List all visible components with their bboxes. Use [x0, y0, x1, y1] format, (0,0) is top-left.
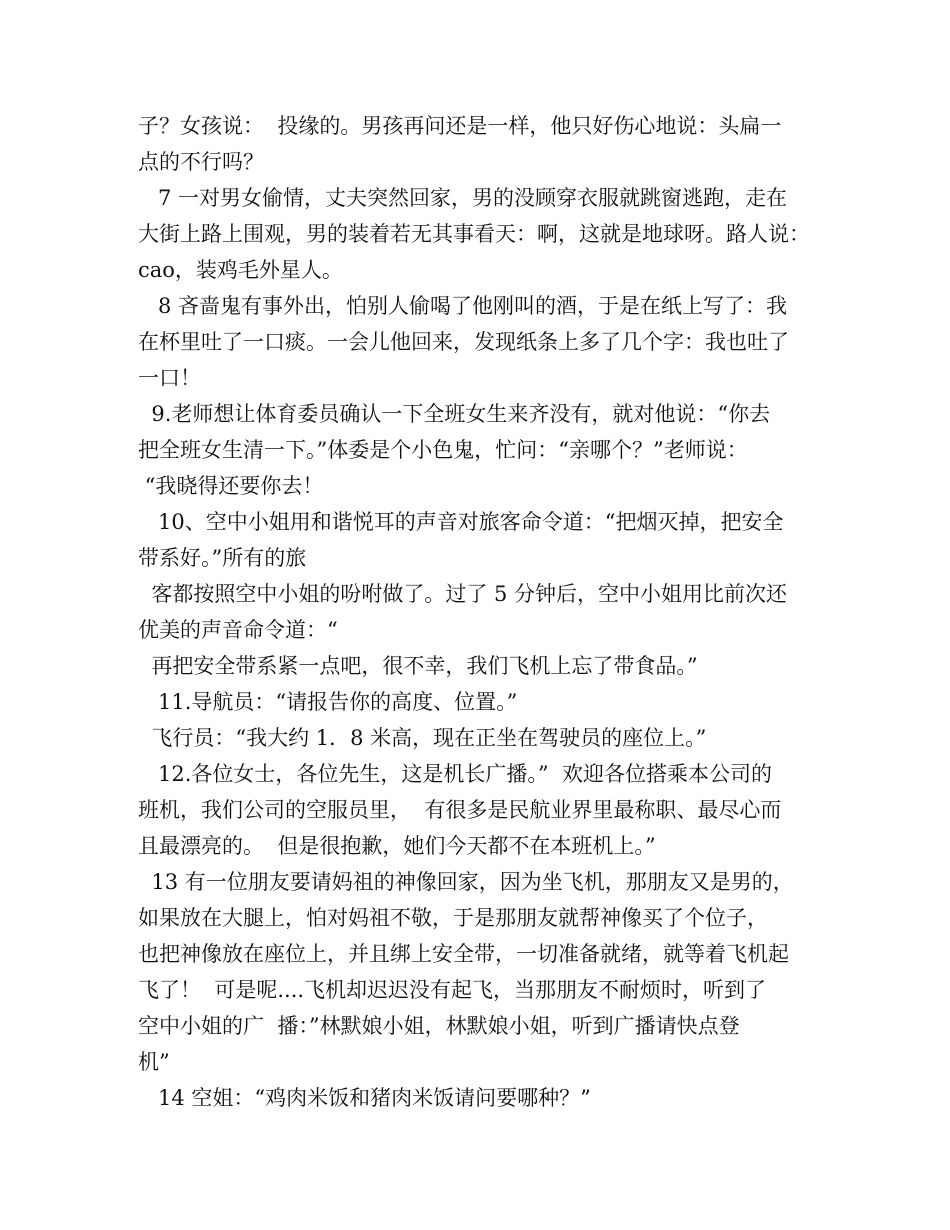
text-line-19: 12.各位女士，各位先生，这是机长广播。” 欢迎各位搭乘本公司的 [138, 762, 773, 786]
text-line-16: 再把安全带系紧一点吧，很不幸，我们飞机上忘了带食品。” [138, 654, 698, 678]
text-line-27: 机” [138, 1050, 170, 1074]
text-line-24: 也把神像放在座位上，并且绑上安全带，一切准备就绪，就等着飞机起 [138, 942, 789, 966]
text-line-18: 飞行员：“我大约 1．8 米高，现在正坐在驾驶员的座位上。” [138, 726, 707, 750]
text-line-3: 7 一对男女偷情，丈夫突然回家，男的没顾穿衣服就跳窗逃跑，走在 [138, 186, 788, 210]
text-line-13: 带系好。”所有的旅 [138, 546, 307, 570]
document-body [138, 108, 828, 1116]
text-line-5: cao，装鸡毛外星人。 [138, 258, 343, 282]
text-line-6: 8 吝啬鬼有事外出，怕别人偷喝了他刚叫的酒，于是在纸上写了：我 [138, 294, 788, 318]
text-line-28: 14 空姐：“鸡肉米饭和猪肉米饭请问要哪种？” [138, 1086, 591, 1110]
text-line-23: 如果放在大腿上，怕对妈祖不敬，于是那朋友就帮神像买了个位子， [138, 906, 768, 930]
text-line-11: “我晓得还要你去！ [138, 474, 324, 498]
text-line-25: 飞了！ 可是呢....飞机却迟迟没有起飞，当那朋友不耐烦时，听到了 [138, 978, 767, 1002]
text-line-17: 11.导航员：“请报告你的高度、位置。” [138, 690, 518, 714]
text-line-7: 在杯里吐了一口痰。一会儿他回来，发现纸条上多了几个字：我也吐了 [138, 330, 789, 354]
text-line-4: 大街上路上围观，男的装着若无其事看天：啊，这就是地球呀。路人说： [138, 222, 810, 246]
text-line-26: 空中小姐的广 播：”林默娘小姐，林默娘小姐，听到广播请快点登 [138, 1014, 740, 1038]
text-line-21: 且最漂亮的。 但是很抱歉，她们今天都不在本班机上。” [138, 834, 656, 858]
text-line-8: 一口！ [138, 366, 201, 390]
text-line-2: 点的不行吗？ [138, 150, 264, 174]
text-line-14: 客都按照空中小姐的吩咐做了。过了 5 分钟后，空中小姐用比前次还 [138, 582, 788, 606]
text-line-1: 子？女孩说： 投缘的。男孩再问还是一样，他只好伤心地说：头扁一 [138, 114, 782, 138]
text-line-9: 9.老师想让体育委员确认一下全班女生来齐没有，就对他说：“你去 [138, 402, 771, 426]
text-line-22: 13 有一位朋友要请妈祖的神像回家，因为坐飞机，那朋友又是男的， [138, 870, 794, 894]
text-line-15: 优美的声音命令道：“ [138, 618, 338, 642]
text-line-12: 10、空中小姐用和谐悦耳的声音对旅客命令道：“把烟灭掉，把安全 [138, 510, 784, 534]
text-line-20: 班机，我们公司的空服员里， 有很多是民航业界里最称职、最尽心而 [138, 798, 782, 822]
text-line-10: 把全班女生清一下。”体委是个小色鬼，忙问：“亲哪个？”老师说： [138, 438, 748, 462]
